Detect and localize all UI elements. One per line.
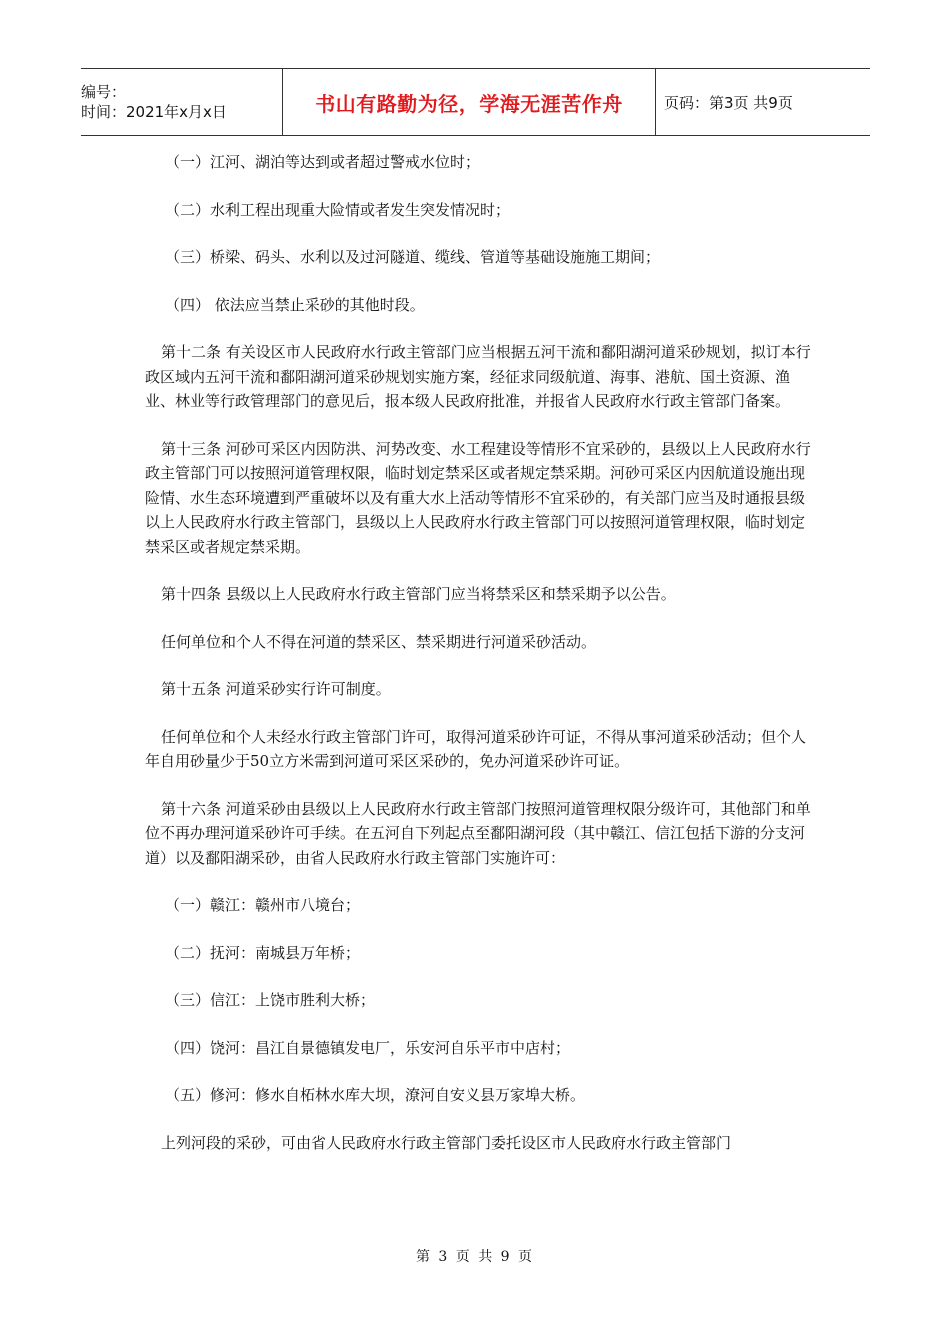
paragraph-item: （五）修河：修水自柘林水库大坝，潦河自安义县万家埠大桥。: [165, 1086, 586, 1104]
header-motto: 书山有路勤为径，学海无涯苦作舟: [315, 91, 623, 116]
paragraph-item: （四）饶河：昌江自景德镇发电厂，乐安河自乐平市中店村；: [165, 1038, 571, 1057]
paragraph-article-16: 第十六条 河道采砂由县级以上人民政府水行政主管部门按照河道管理权限分级许可，其他部门和单位不再办理河道采砂许可手续。在五河自下列起点至鄱阳湖河段（其中赣江、信江包括下游的分支河道）以及鄱阳湖采砂，由省人民政府水行政主管部门实施许可：: [145, 799, 811, 867]
paragraph-article-15: 第十五条 河道采砂实行许可制度。: [161, 680, 391, 698]
header-motto-cell: [283, 69, 656, 135]
paragraph: 任何单位和个人未经水行政主管部门许可，取得河道采砂许可证，不得从事河道采砂活动；但个人年自用砂量少于50立方米需到河道可采区采砂的，免办河道采砂许可证。: [145, 727, 807, 770]
paragraph-item: （二）抚河：南城县万年桥；: [165, 943, 361, 962]
paragraph-article-12: 第十二条 有关设区市人民政府水行政主管部门应当根据五河干流和鄱阳湖河道采砂规划，拟订本行政区域内五河干流和鄱阳湖河道采砂规划实施方案，经征求同级航道、海事、港航、国土资源、渔业、林业等行政管理部门的意见后，报本级人民政府批准，并报省人民政府水行政主管部门备案。: [145, 343, 811, 410]
paragraph-item: （三）信江：上饶市胜利大桥；: [165, 991, 376, 1009]
document-body: [145, 150, 815, 1178]
header-page-code: 页码：第3页 共9页: [664, 93, 793, 112]
paragraph-item: （四） 依法应当禁止采砂的其他时段。: [165, 295, 425, 314]
document-header: [81, 68, 870, 136]
header-page-cell: [656, 69, 870, 135]
paragraph-item: （一）江河、湖泊等达到或者超过警戒水位时；: [165, 153, 481, 171]
document-number-label: 编号：: [81, 83, 127, 101]
page-footer: 第 3 页 共 9 页: [415, 1249, 535, 1265]
paragraph-item: （二）水利工程出现重大险情或者发生突发情况时；: [165, 200, 511, 219]
paragraph-item: （三）桥梁、码头、水利以及过河隧道、缆线、管道等基础设施施工期间；: [165, 248, 661, 266]
paragraph: 上列河段的采砂，可由省人民政府水行政主管部门委托设区市人民政府水行政主管部门: [161, 1133, 732, 1152]
document-date-label: 时间：2021年x月x日: [81, 103, 227, 121]
header-meta-cell: [81, 69, 283, 135]
paragraph-article-13: 第十三条 河砂可采区内因防洪、河势改变、水工程建设等情形不宜采砂的，县级以上人民政府水行政主管部门可以按照河道管理权限，临时划定禁采区或者规定禁采期。河砂可采区内因航道设施出现险情、水生态环境遭到严重破坏以及有重大水上活动等情形不宜采砂的，有关部门应当及时通报县级以上人民政府水行政主管部门，县级以上人民政府水行政主管部门可以按照河道管理权限，临时划定禁采区或者规定禁采期。: [145, 439, 811, 556]
paragraph: 任何单位和个人不得在河道的禁采区、禁采期进行河道采砂活动。: [161, 632, 597, 651]
paragraph-article-14: 第十四条 县级以上人民政府水行政主管部门应当将禁采区和禁采期予以公告。: [161, 585, 676, 603]
paragraph-item: （一）赣江：赣州市八境台；: [165, 896, 361, 914]
